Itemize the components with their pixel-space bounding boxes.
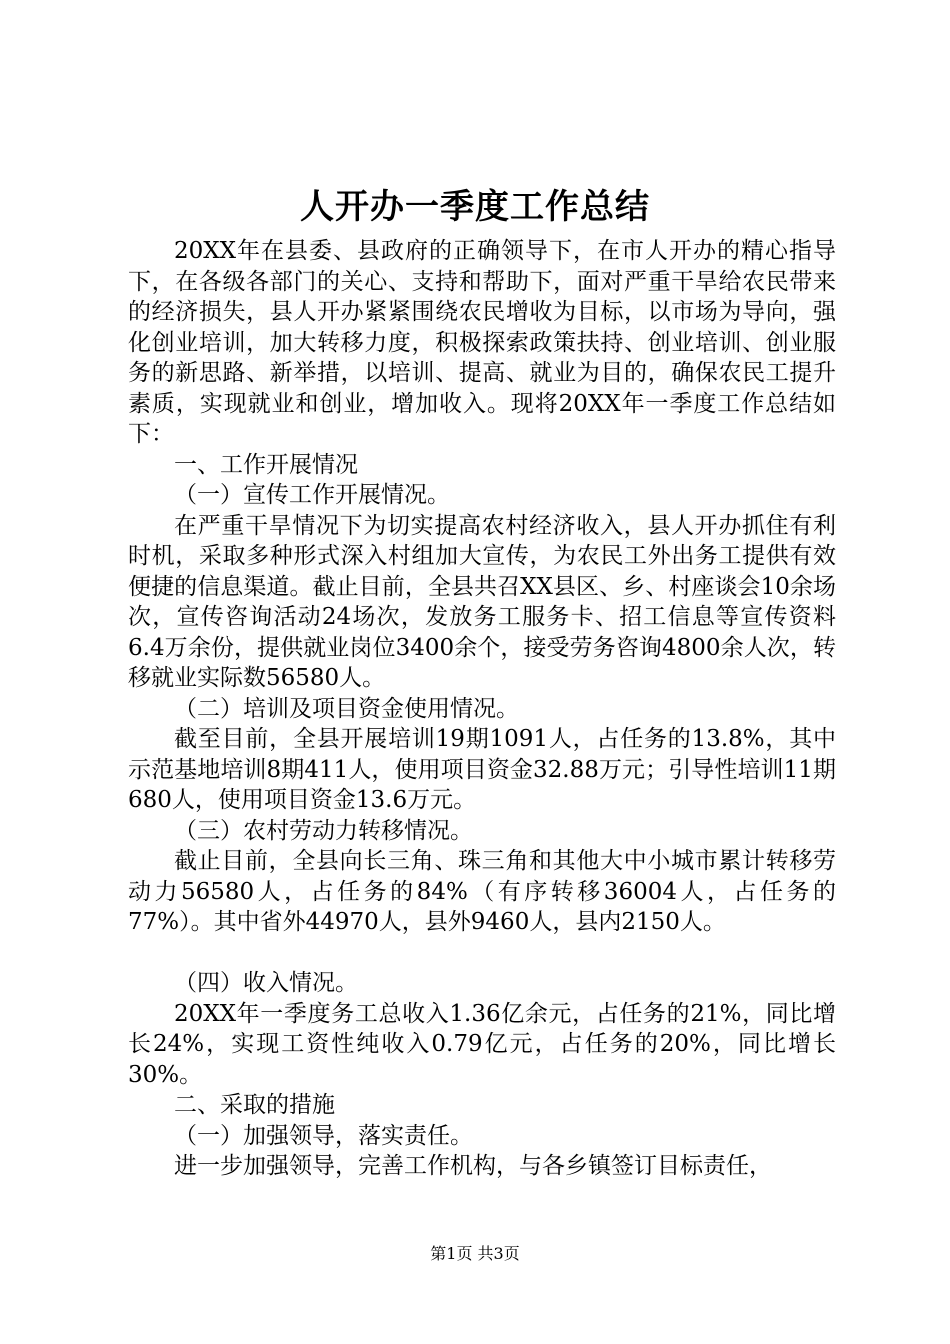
page-footer: 第1页 共3页 — [430, 1244, 520, 1263]
blank-line — [128, 938, 836, 969]
subsection-heading-publicity: （一）宣传工作开展情况。 — [174, 482, 450, 508]
labor-transfer-paragraph: 截止目前，全县向长三角、珠三角和其他大中小城市累计转移劳动力56580人，占任务的84%（有序转移36004人，占任务的77%）。其中省外44970人，县外9460人，县内2150人。 — [128, 848, 836, 935]
training-paragraph: 截至目前，全县开展培训19期1091人，占任务的13.8%，其中示范基地培训8期411人，使用项目资金32.88万元；引导性培训11期680人，使用项目资金13.6万元。 — [128, 726, 836, 813]
income-paragraph: 20XX年一季度务工总收入1.36亿余元，占任务的21%，同比增长24%，实现工资性纯收入0.79亿元，占任务的20%，同比增长30%。 — [128, 1000, 836, 1088]
section-heading-measures: 二、采取的措施 — [174, 1092, 335, 1118]
section-heading-work-status: 一、工作开展情况 — [174, 451, 358, 478]
document-body — [128, 236, 836, 1182]
subsection-heading-income: （四）收入情况。 — [174, 970, 358, 996]
document-title: 人开办一季度工作总结 — [300, 187, 650, 227]
leadership-paragraph: 进一步加强领导，完善工作机构，与各乡镇签订目标责任， — [174, 1153, 772, 1179]
intro-paragraph: 20XX年在县委、县政府的正确领导下，在市人开办的精心指导下，在各级各部门的关心、支持和帮助下，面对严重干旱给农民带来的经济损失，县人开办紧紧围绕农民增收为目标，以市场为导向，强化创业培训，加大转移力度，积极探索政策扶持、创业培训、创业服务的新思路、新举措，以培训、提高、就业为目的，确保农民工提升素质，实现就业和创业，增加收入。现将20XX年一季度工作总结如下： — [128, 238, 836, 447]
subsection-heading-training: （二）培训及项目资金使用情况。 — [174, 695, 519, 722]
subsection-heading-labor-transfer: （三）农村劳动力转移情况。 — [174, 817, 473, 844]
publicity-paragraph: 在严重干旱情况下为切实提高农村经济收入，县人开办抓住有利时机，采取多种形式深入村组加大宣传，为农民工外出务工提供有效便捷的信息渠道。截止目前，全县共召XX县区、乡、村座谈会10余场次，宣传咨询活动24场次，发放务工服务卡、招工信息等宣传资料6.4万余份，提供就业岗位3400余个，接受劳务咨询4800余人次，转移就业实际数56580人。 — [128, 512, 836, 691]
subsection-heading-leadership: （一）加强领导，落实责任。 — [174, 1122, 473, 1149]
